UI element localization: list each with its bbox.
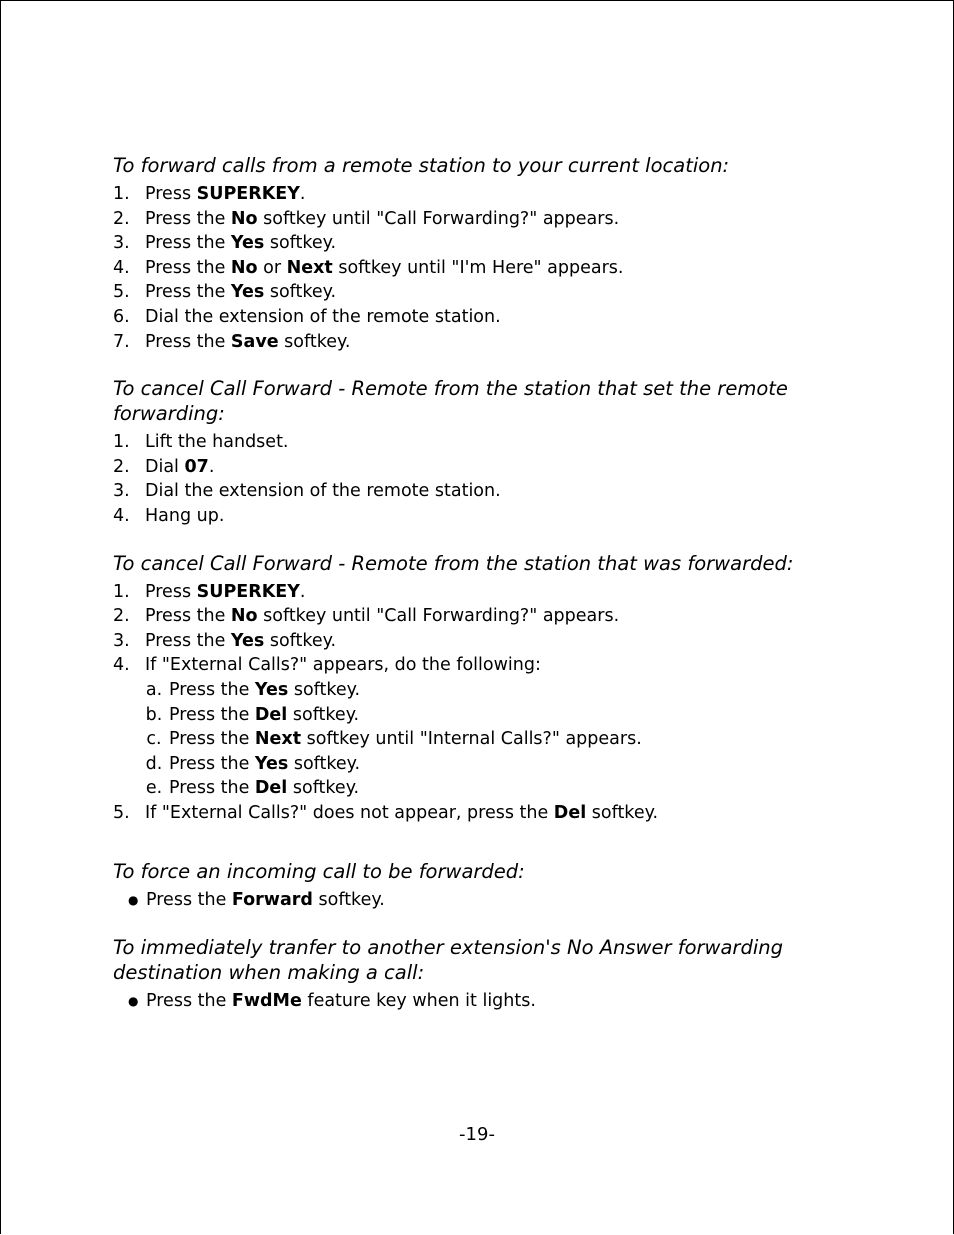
step-text: .: [299, 581, 306, 602]
step-number: d.: [145, 753, 163, 774]
step-item: [113, 182, 853, 207]
step-text: Press: [145, 184, 197, 204]
key-label: Next: [254, 729, 302, 750]
bullet-item: [113, 888, 853, 913]
step-text: or: [257, 257, 287, 278]
step-item: [113, 604, 853, 629]
step-number: 6.: [113, 306, 130, 327]
step-item: [113, 305, 853, 330]
bullet-marker: ●: [128, 994, 139, 1009]
step-list: [113, 182, 853, 354]
step-list: [113, 989, 853, 1014]
step-text: Press the: [169, 679, 255, 700]
step-number: 5.: [113, 282, 130, 303]
step-item: [113, 280, 853, 305]
step-text: .: [208, 456, 215, 477]
step-text: .: [299, 184, 306, 204]
step-list: [113, 580, 853, 826]
instruction-section: [113, 551, 853, 826]
step-text: softkey until "I'm Here" appears.: [332, 257, 624, 278]
section-heading: To forward calls from a remote station to your current location:: [113, 154, 730, 177]
step-text: softkey.: [287, 704, 360, 725]
step-number: 7.: [113, 331, 130, 352]
step-text: Lift the handset.: [145, 432, 289, 453]
step-text: Press the: [169, 704, 255, 725]
step-item: [113, 653, 853, 678]
step-number: 5.: [113, 802, 130, 823]
section-heading: To force an incoming call to be forwarded:: [113, 860, 525, 884]
sub-step-item: [113, 678, 853, 703]
step-text: softkey.: [312, 890, 385, 911]
step-text: If "External Calls?" appears, do the following:: [145, 655, 541, 676]
step-item: [113, 256, 853, 281]
key-label: Del: [254, 704, 288, 725]
key-label: Yes: [254, 679, 289, 700]
step-number: c.: [146, 729, 162, 750]
section-heading: To immediately tranfer to another extension's No Answer forwarding destination when making a call:: [113, 936, 783, 985]
step-item: [113, 231, 853, 256]
step-text: softkey.: [264, 630, 337, 651]
step-number: 1.: [113, 184, 130, 204]
step-text: Dial: [145, 456, 185, 477]
key-label: 07: [184, 456, 209, 477]
step-text: softkey.: [287, 778, 360, 799]
step-text: If "External Calls?" does not appear, press the: [145, 802, 554, 823]
step-text: feature key when it lights.: [301, 991, 536, 1012]
step-text: softkey.: [586, 802, 659, 823]
step-item: [113, 430, 853, 455]
step-text: softkey.: [288, 679, 361, 700]
step-list: [113, 430, 853, 528]
key-label: Yes: [230, 282, 265, 303]
document-body: [113, 153, 853, 1036]
key-label: Yes: [230, 233, 265, 254]
instruction-section: [113, 376, 853, 528]
step-item: [113, 504, 853, 529]
key-label: Del: [254, 778, 288, 799]
key-label: Save: [230, 331, 279, 352]
step-number: e.: [145, 778, 163, 799]
step-number: 2.: [113, 208, 130, 229]
step-number: 4.: [113, 505, 130, 526]
step-number: b.: [145, 704, 163, 725]
bullet-item: [113, 989, 853, 1014]
key-label: No: [230, 606, 258, 627]
key-label: SUPERKEY: [196, 184, 300, 204]
instruction-section: [113, 153, 853, 354]
step-number: 1.: [113, 432, 130, 453]
step-text: Press the: [169, 729, 255, 750]
step-text: Hang up.: [145, 505, 225, 526]
step-number: 3.: [113, 233, 130, 254]
instruction-section: [113, 859, 853, 913]
step-text: Press the: [145, 257, 231, 278]
step-text: softkey.: [278, 331, 351, 352]
step-item: [113, 330, 853, 355]
step-text: Press the: [169, 753, 255, 774]
step-item: [113, 207, 853, 232]
step-number: 1.: [113, 581, 130, 602]
step-number: 2.: [113, 456, 130, 477]
key-label: No: [230, 208, 258, 229]
step-text: softkey.: [264, 282, 337, 303]
sub-step-item: [113, 727, 853, 752]
step-text: Press the: [145, 233, 231, 254]
step-item: [113, 479, 853, 504]
section-heading: To cancel Call Forward - Remote from the station that set the remote forwarding:: [113, 377, 788, 426]
step-text: Press the: [145, 606, 231, 627]
step-text: Press the: [145, 208, 231, 229]
sub-step-item: [113, 752, 853, 777]
key-label: Next: [286, 257, 333, 278]
step-number: 4.: [113, 655, 130, 676]
step-text: Press the: [169, 778, 255, 799]
step-text: softkey until "Internal Calls?" appears.: [301, 729, 642, 750]
step-number: a.: [145, 679, 163, 700]
instruction-section: [113, 935, 853, 1014]
key-label: Del: [553, 802, 587, 823]
step-text: Dial the extension of the remote station.: [145, 481, 501, 502]
step-number: 3.: [113, 481, 130, 502]
step-text: Press the: [145, 630, 231, 651]
key-label: Yes: [230, 630, 265, 651]
step-text: softkey.: [264, 233, 337, 254]
step-item: [113, 580, 853, 605]
sub-step-item: [113, 776, 853, 801]
section-heading: To cancel Call Forward - Remote from the station that was forwarded:: [113, 551, 794, 575]
step-text: Press the: [146, 890, 232, 911]
step-text: Press the: [145, 282, 231, 303]
page-number: -19-: [459, 1124, 495, 1145]
step-text: softkey until "Call Forwarding?" appears.: [257, 606, 620, 627]
bullet-marker: ●: [128, 893, 139, 908]
step-text: Press the: [146, 991, 232, 1012]
key-label: SUPERKEY: [196, 581, 300, 602]
step-item: [113, 455, 853, 480]
step-text: softkey.: [288, 753, 361, 774]
step-number: 2.: [113, 606, 130, 627]
step-number: 3.: [113, 630, 130, 651]
step-text: Press the: [145, 331, 231, 352]
step-text: Press: [145, 581, 197, 602]
step-item: [113, 801, 853, 826]
key-label: Yes: [254, 753, 289, 774]
key-label: FwdMe: [231, 991, 302, 1012]
step-number: 4.: [113, 257, 130, 278]
step-item: [113, 629, 853, 654]
step-list: [113, 888, 853, 913]
sub-step-item: [113, 703, 853, 728]
key-label: Forward: [231, 890, 313, 911]
step-text: Dial the extension of the remote station.: [145, 306, 501, 327]
key-label: No: [230, 257, 258, 278]
step-text: softkey until "Call Forwarding?" appears.: [257, 208, 620, 229]
